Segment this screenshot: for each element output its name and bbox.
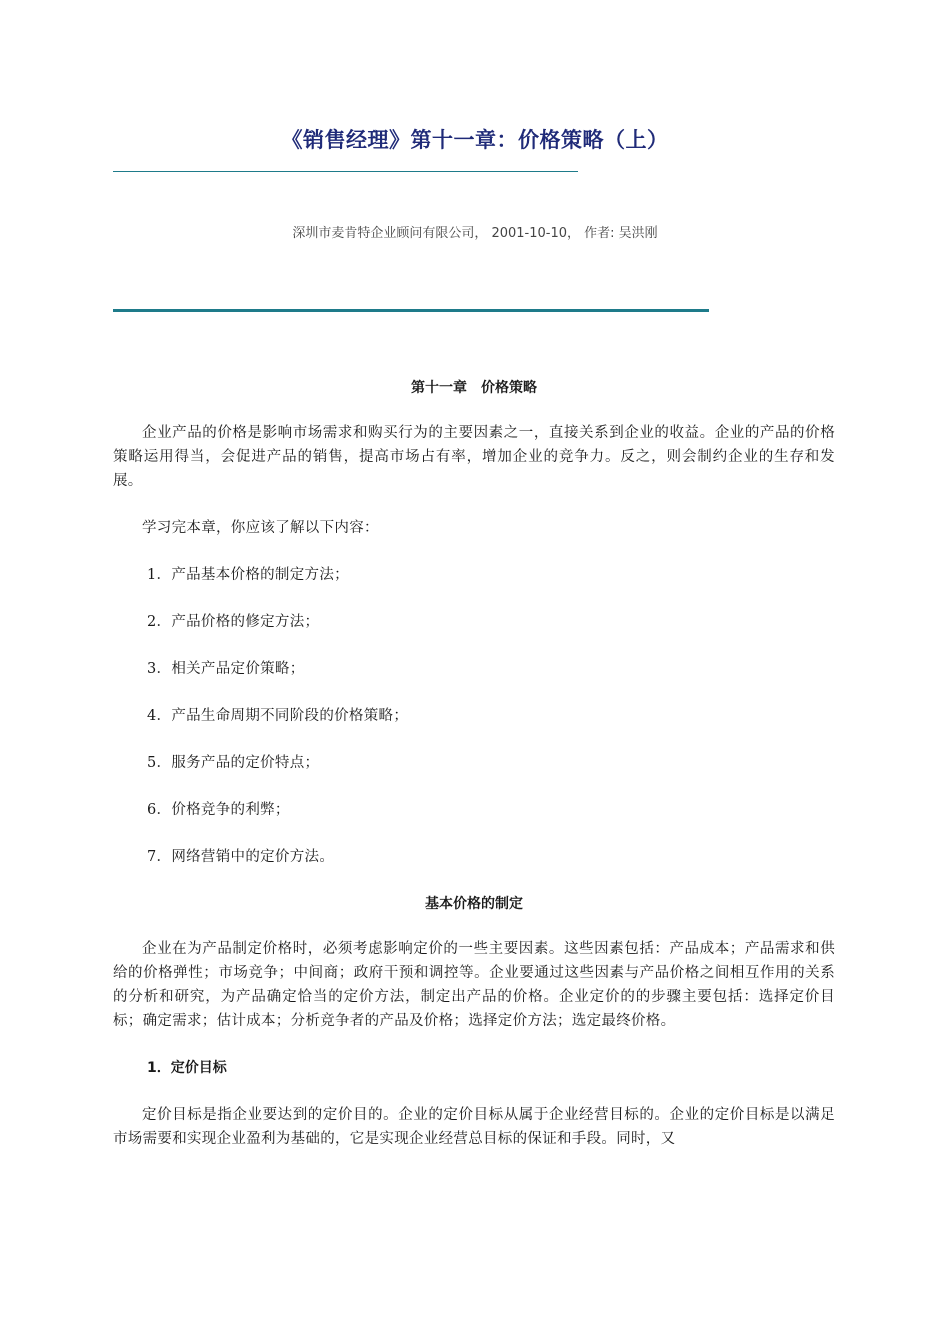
article-body	[113, 376, 835, 1174]
list-item: 5．服务产品的定价特点；	[147, 755, 320, 771]
list-item: 6．价格竞争的利弊；	[147, 802, 290, 818]
intro-paragraph: 企业产品的价格是影响市场需求和购买行为的主要因素之一，直接关系到企业的收益。企业的产品的价格策略运用得当，会促进产品的销售，提高市场占有率，增加企业的竞争力。反之，则会制约企业的生存和发展。	[113, 425, 835, 489]
list-item: 1．产品基本价格的制定方法；	[147, 567, 349, 583]
list-item: 7．网络营销中的定价方法。	[147, 849, 335, 865]
subsection-heading: 1．定价目标	[147, 1060, 227, 1076]
chapter-heading: 第十一章 价格策略	[411, 380, 537, 396]
subsection-paragraph: 定价目标是指企业要达到的定价目的。企业的定价目标从属于企业经营目标的。企业的定价目标是以满足市场需要和实现企业盈利为基础的，它是实现企业经营总目标的保证和手段。同时，又	[113, 1107, 835, 1147]
section-heading: 基本价格的制定	[425, 896, 523, 912]
title-divider	[113, 171, 578, 172]
header-divider	[113, 309, 709, 312]
section-paragraph: 企业在为产品制定价格时，必须考虑影响定价的一些主要因素。这些因素包括：产品成本；产品需求和供给的价格弹性；市场竞争；中间商；政府干预和调控等。企业要通过这些因素与产品价格之间相互作用的关系的分析和研究，为产品确定恰当的定价方法，制定出产品的价格。企业定价的的步骤主要包括：选择定价目标；确定需求；估计成本；分析竞争者的产品及价格；选择定价方法；选定最终价格。	[113, 941, 835, 1029]
list-item: 3．相关产品定价策略；	[147, 661, 305, 677]
list-item: 2．产品价格的修定方法；	[147, 614, 320, 630]
article-meta: 深圳市麦肯特企业顾问有限公司， 2001-10-10， 作者: 吴洪刚	[292, 226, 658, 241]
objectives-lead: 学习完本章，你应该了解以下内容：	[142, 520, 379, 536]
document-title: 《销售经理》第十一章：价格策略（上）	[281, 128, 669, 152]
list-item: 4．产品生命周期不同阶段的价格策略；	[147, 708, 409, 724]
